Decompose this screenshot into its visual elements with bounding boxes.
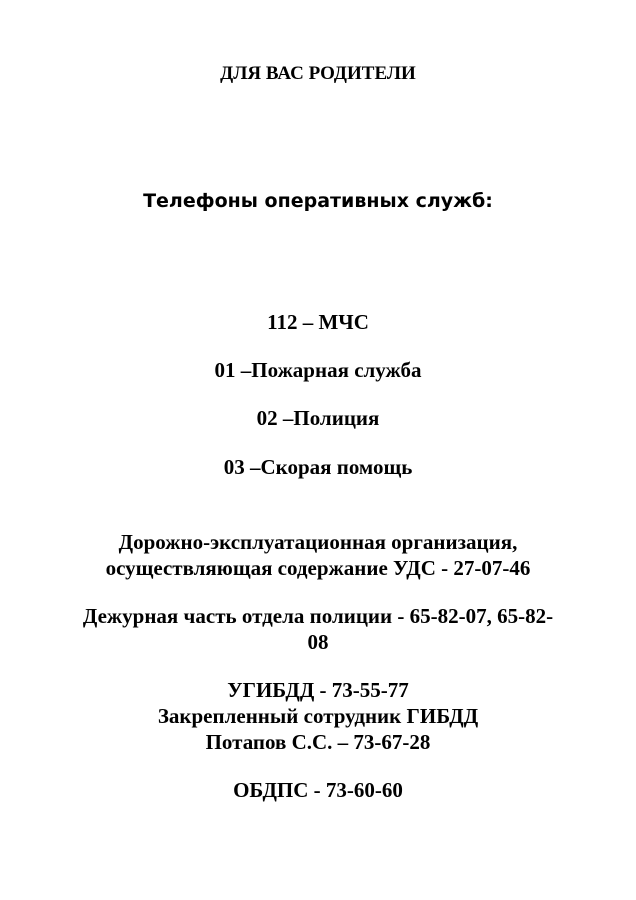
ugibdd-phone: УГИБДД - 73-55-77 [227, 678, 409, 702]
phone-ambulance: 03 –Скорая помощь [223, 455, 413, 479]
road-org-line-2: осуществляющая содержание УДС - 27-07-46 [105, 556, 531, 580]
ugibdd-officer-phone: Потапов С.С. – 73-67-28 [205, 730, 431, 754]
road-org-line-1: Дорожно-эксплуатационная организация, [118, 530, 518, 554]
page-title: ДЛЯ ВАС РОДИТЕЛИ [220, 63, 416, 84]
services-heading: Телефоны оперативных служб: [143, 190, 493, 212]
phone-police: 02 –Полиция [256, 406, 380, 430]
phone-emergency: 112 – МЧС [267, 310, 369, 334]
obdps-phone: ОБДПС - 73-60-60 [233, 778, 403, 802]
phone-fire: 01 –Пожарная служба [214, 358, 422, 382]
ugibdd-officer-label: Закрепленный сотрудник ГИБДД [157, 704, 479, 728]
police-duty-line-2: 08 [307, 630, 329, 654]
police-duty-line-1: Дежурная часть отдела полиции - 65-82-07, 65-82- [82, 604, 554, 628]
